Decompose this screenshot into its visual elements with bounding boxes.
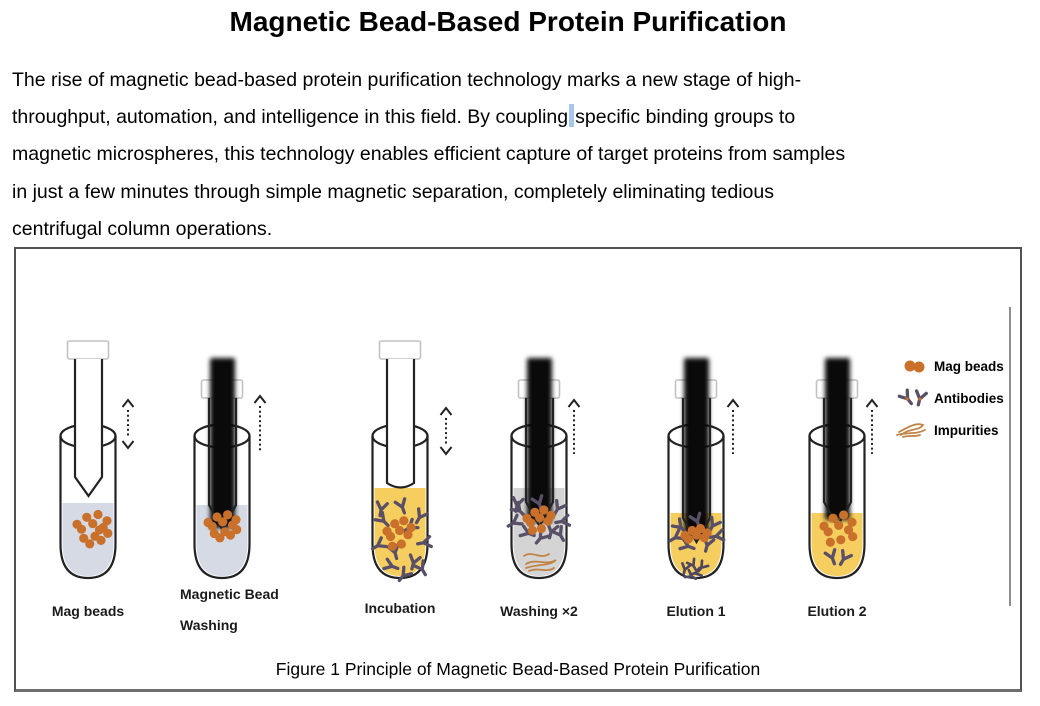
legend-row [893, 419, 1013, 441]
stage-label-washing-x2 [464, 596, 614, 627]
magnetic-rod [825, 358, 850, 520]
legend-row [893, 387, 1013, 409]
body-paragraph[interactable] [12, 62, 1014, 248]
stage-label-line: Mag beads [51, 603, 125, 619]
figure-caption[interactable]: Figure 1 Principle of Magnetic Bead-Based Protein Purification [275, 659, 761, 679]
tube-graphic-elution-2 [762, 330, 912, 585]
legend-row [893, 355, 1013, 377]
stage-label-line: Elution 1 [666, 603, 726, 619]
tube-cap [380, 341, 421, 359]
stage-label-line: Elution 2 [807, 603, 867, 619]
stage-label-line: Incubation [364, 600, 436, 616]
page-title[interactable]: Magnetic Bead-Based Protein Purification [229, 6, 787, 37]
antibodies-icon [893, 387, 929, 409]
paragraph-line: centrifugal column operations. [12, 217, 273, 240]
paragraph-line: specific binding groups to [575, 106, 796, 129]
stage-label-incubation [325, 593, 475, 624]
tube-graphic-elution-1 [621, 330, 771, 585]
mag-beads-icon [893, 355, 929, 377]
figure-legend [893, 355, 1013, 451]
tube-graphic-incubation [325, 330, 475, 585]
paragraph-line: magnetic microspheres, this technology enables efficient capture of target proteins from samples [12, 143, 846, 166]
legend-divider-line [1009, 307, 1011, 606]
text-cursor [569, 104, 574, 127]
paragraph-line: in just a few minutes through simple magnetic separation, completely eliminating tedious [12, 180, 774, 203]
legend-label: Mag beads [934, 358, 1004, 374]
stage-label-magnetic-bead-washing [147, 579, 297, 641]
impurities-icon [893, 419, 929, 441]
magnetic-rod [210, 358, 235, 528]
stage-label-line: Washing [180, 617, 238, 633]
stage-label-line: Magnetic Bead [180, 586, 279, 602]
tube-graphic-washing-x2 [464, 330, 614, 585]
stage-label-mag-beads [13, 596, 163, 627]
tube-cap [68, 341, 109, 359]
legend-label: Antibodies [934, 390, 1004, 406]
stage-label-elution-1 [621, 596, 771, 627]
magnetic-rod [684, 358, 709, 537]
legend-label: Impurities [934, 422, 999, 438]
paragraph-line: The rise of magnetic bead-based protein purification technology marks a new stage of high- [12, 69, 802, 91]
paragraph-line: throughput, automation, and intelligence in this field. By coupling [12, 106, 569, 129]
tube-graphic-mag-beads [13, 330, 163, 585]
tube-graphic-magnetic-bead-washing [147, 330, 297, 585]
stage-label-elution-2 [762, 596, 912, 627]
stage-label-line: Washing ×2 [500, 603, 578, 619]
